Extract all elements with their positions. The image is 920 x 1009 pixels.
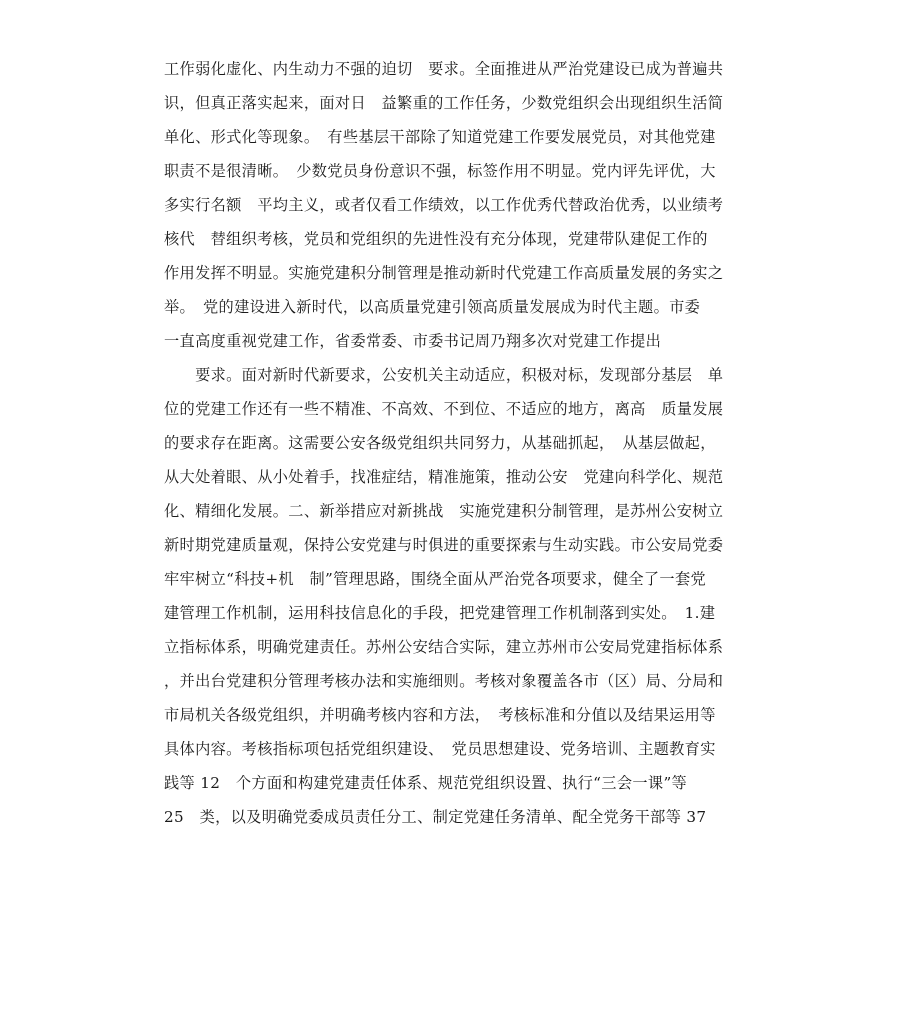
text-line: 举。 党的建设进入新时代，以高质量党建引领高质量发展成为时代主题。市委 — [164, 298, 701, 316]
text-line: 核代 替组织考核，党员和党组织的先进性没有充分体现，党建带队建促工作的 — [164, 230, 708, 248]
text-line: 市局机关各级党组织，并明确考核内容和方法， 考核标准和分值以及结果运用等 — [164, 706, 716, 724]
text-line: 从大处着眼、从小处着手，找准症结，精准施策，推动公安 党建向科学化、规范 — [164, 468, 724, 486]
text-line: 多实行名额 平均主义，或者仅看工作绩效，以工作优秀代替政治优秀，以业绩考 — [164, 196, 724, 214]
text-line: 牢牢树立“科技+机 制”管理思路，围绕全面从严治党各项要求，健全了一套党 — [164, 570, 707, 588]
text-line: 建管理工作机制，运用科技信息化的手段，把党建管理工作机制落到实处。 1.建 — [164, 604, 716, 622]
text-line: 践等 12 个方面和构建党建责任体系、规范党组织设置、执行“三会一课”等 — [164, 774, 688, 792]
text-line: 识，但真正落实起来，面对日 益繁重的工作任务，少数党组织会出现组织生活简 — [164, 94, 724, 112]
text-line: 立指标体系，明确党建责任。苏州公安结合实际，建立苏州市公安局党建指标体系 — [164, 638, 724, 656]
text-line: 作用发挥不明显。实施党建积分制管理是推动新时代党建工作高质量发展的务实之 — [164, 264, 724, 282]
text-line: 化、精细化发展。二、新举措应对新挑战 实施党建积分制管理，是苏州公安树立 — [164, 502, 724, 520]
text-line: 具体内容。考核指标项包括党组织建设、 党员思想建设、党务培训、主题教育实 — [164, 740, 716, 758]
text-line: 一直高度重视党建工作，省委常委、市委书记周乃翔多次对党建工作提出 — [164, 332, 662, 350]
body-text — [164, 52, 764, 834]
text-line: 工作弱化虚化、内生动力不强的迫切 要求。全面推进从严治党建设已成为普遍共 — [164, 60, 724, 78]
text-line: 25 类，以及明确党委成员责任分工、制定党建任务清单、配全党务干部等 37 — [164, 808, 707, 826]
text-line: ，并出台党建积分管理考核办法和实施细则。考核对象覆盖各市（区）局、分局和 — [164, 672, 724, 690]
text-line: 位的党建工作还有一些不精准、不高效、不到位、不适应的地方，离高 质量发展 — [164, 400, 724, 418]
text-line: 职责不是很清晰。 少数党员身份意识不强，标签作用不明显。党内评先评优，大 — [164, 162, 716, 180]
text-line: 新时期党建质量观，保持公安党建与时俱进的重要探索与生动实践。市公安局党委 — [164, 536, 724, 554]
text-line: 单化、形式化等现象。 有些基层干部除了知道党建工作要发展党员，对其他党建 — [164, 128, 716, 146]
text-line: 的要求存在距离。这需要公安各级党组织共同努力，从基础抓起， 从基层做起， — [164, 434, 716, 452]
text-line: 要求。面对新时代新要求，公安机关主动适应，积极对标，发现部分基层 单 — [164, 366, 724, 384]
